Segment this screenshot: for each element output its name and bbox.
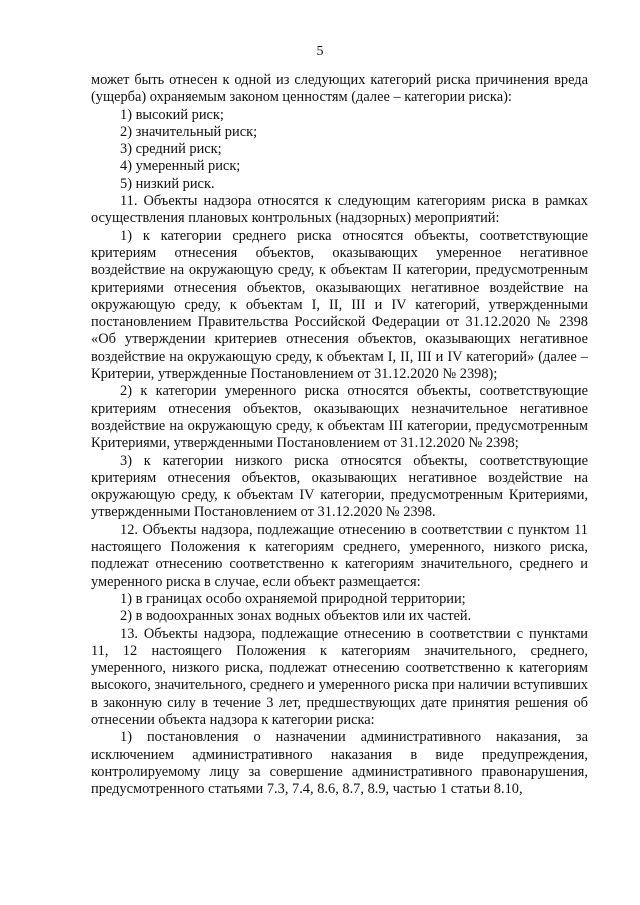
paragraph: 11. Объекты надзора относятся к следующим категориям риска в рамках осуществления плановых контрольных (надзорных) мероприятий: <box>91 193 588 227</box>
paragraph: 3) к категории низкого риска относятся объекты, соответствующие критериям отнесения объектов, оказывающих негативное воздействие на окружающую среду, к объектам IV категории, предусмотренным Критериями, утвержденными Постановлением от 31.12.2020 № 2398. <box>91 452 588 521</box>
paragraph: 1) к категории среднего риска относятся объекты, соответствующие критериям отнесения объектов, оказывающих умеренное негативное воздействие на окружающую среду, к объектам II категории, предусмотренным критериями отнесения объектов, оказывающих негативное воздействие на окружающую среду, к объектам I, II, III и IV категорий, утвержденными постановлением Правительства Российской Федерации от 31.12.2020 № 2398 «Об утверждении критериев отнесения объектов, оказывающих негативное воздействие на окружающую среду, к объектам I, II, III и IV категорий» (далее – Критерии, утвержденные Постановлением от 31.12.2020 № 2398); <box>91 227 588 383</box>
page-number: 5 <box>316 44 324 59</box>
paragraph: может быть отнесен к одной из следующих категорий риска причинения вреда (ущерба) охраняемым законом ценностям (далее – категории риска): <box>91 72 588 106</box>
paragraph: 2) к категории умеренного риска относятся объекты, соответствующие критериям отнесения объектов, оказывающих незначительное негативное воздействие на окружающую среду, к объектам III категории, предусмотренным Критериями, утвержденными Постановлением от 31.12.2020 № 2398; <box>91 383 588 452</box>
document-body <box>91 72 588 798</box>
paragraph: 2) в водоохранных зонах водных объектов или их частей. <box>120 608 472 625</box>
risk-category-item: 3) средний риск; <box>120 141 222 158</box>
risk-category-item: 1) высокий риск; <box>120 106 224 123</box>
paragraph: 12. Объекты надзора, подлежащие отнесению в соответствии с пунктом 11 настоящего Положения к категориям среднего, умеренного, низкого риска, подлежат отнесению соответственно к категориям значительного, среднего и умеренного риска в случае, если объект размещается: <box>91 521 588 590</box>
paragraph: 1) в границах особо охраняемой природной территории; <box>120 590 466 607</box>
paragraph: 1) постановления о назначении административного наказания, за исключением административного наказания в виде предупреждения, контролируемому лицу за совершение административного правонарушения, предусмотренного статьями 7.3, 7.4, 8.6, 8.7, 8.9, частью 1 статьи 8.10, <box>91 729 588 798</box>
risk-category-item: 2) значительный риск; <box>120 123 258 140</box>
risk-category-item: 4) умеренный риск; <box>120 158 241 175</box>
paragraph: 13. Объекты надзора, подлежащие отнесению в соответствии с пунктами 11, 12 настоящего Положения к категориям значительного, среднего, умеренного, низкого риска, подлежат отнесению соответственно к категориям высокого, значительного, среднего и умеренного риска при наличии вступивших в законную силу в течение 3 лет, предшествующих дате принятия решения об отнесении объекта надзора к категории риска: <box>91 625 588 728</box>
risk-category-item: 5) низкий риск. <box>120 175 215 192</box>
